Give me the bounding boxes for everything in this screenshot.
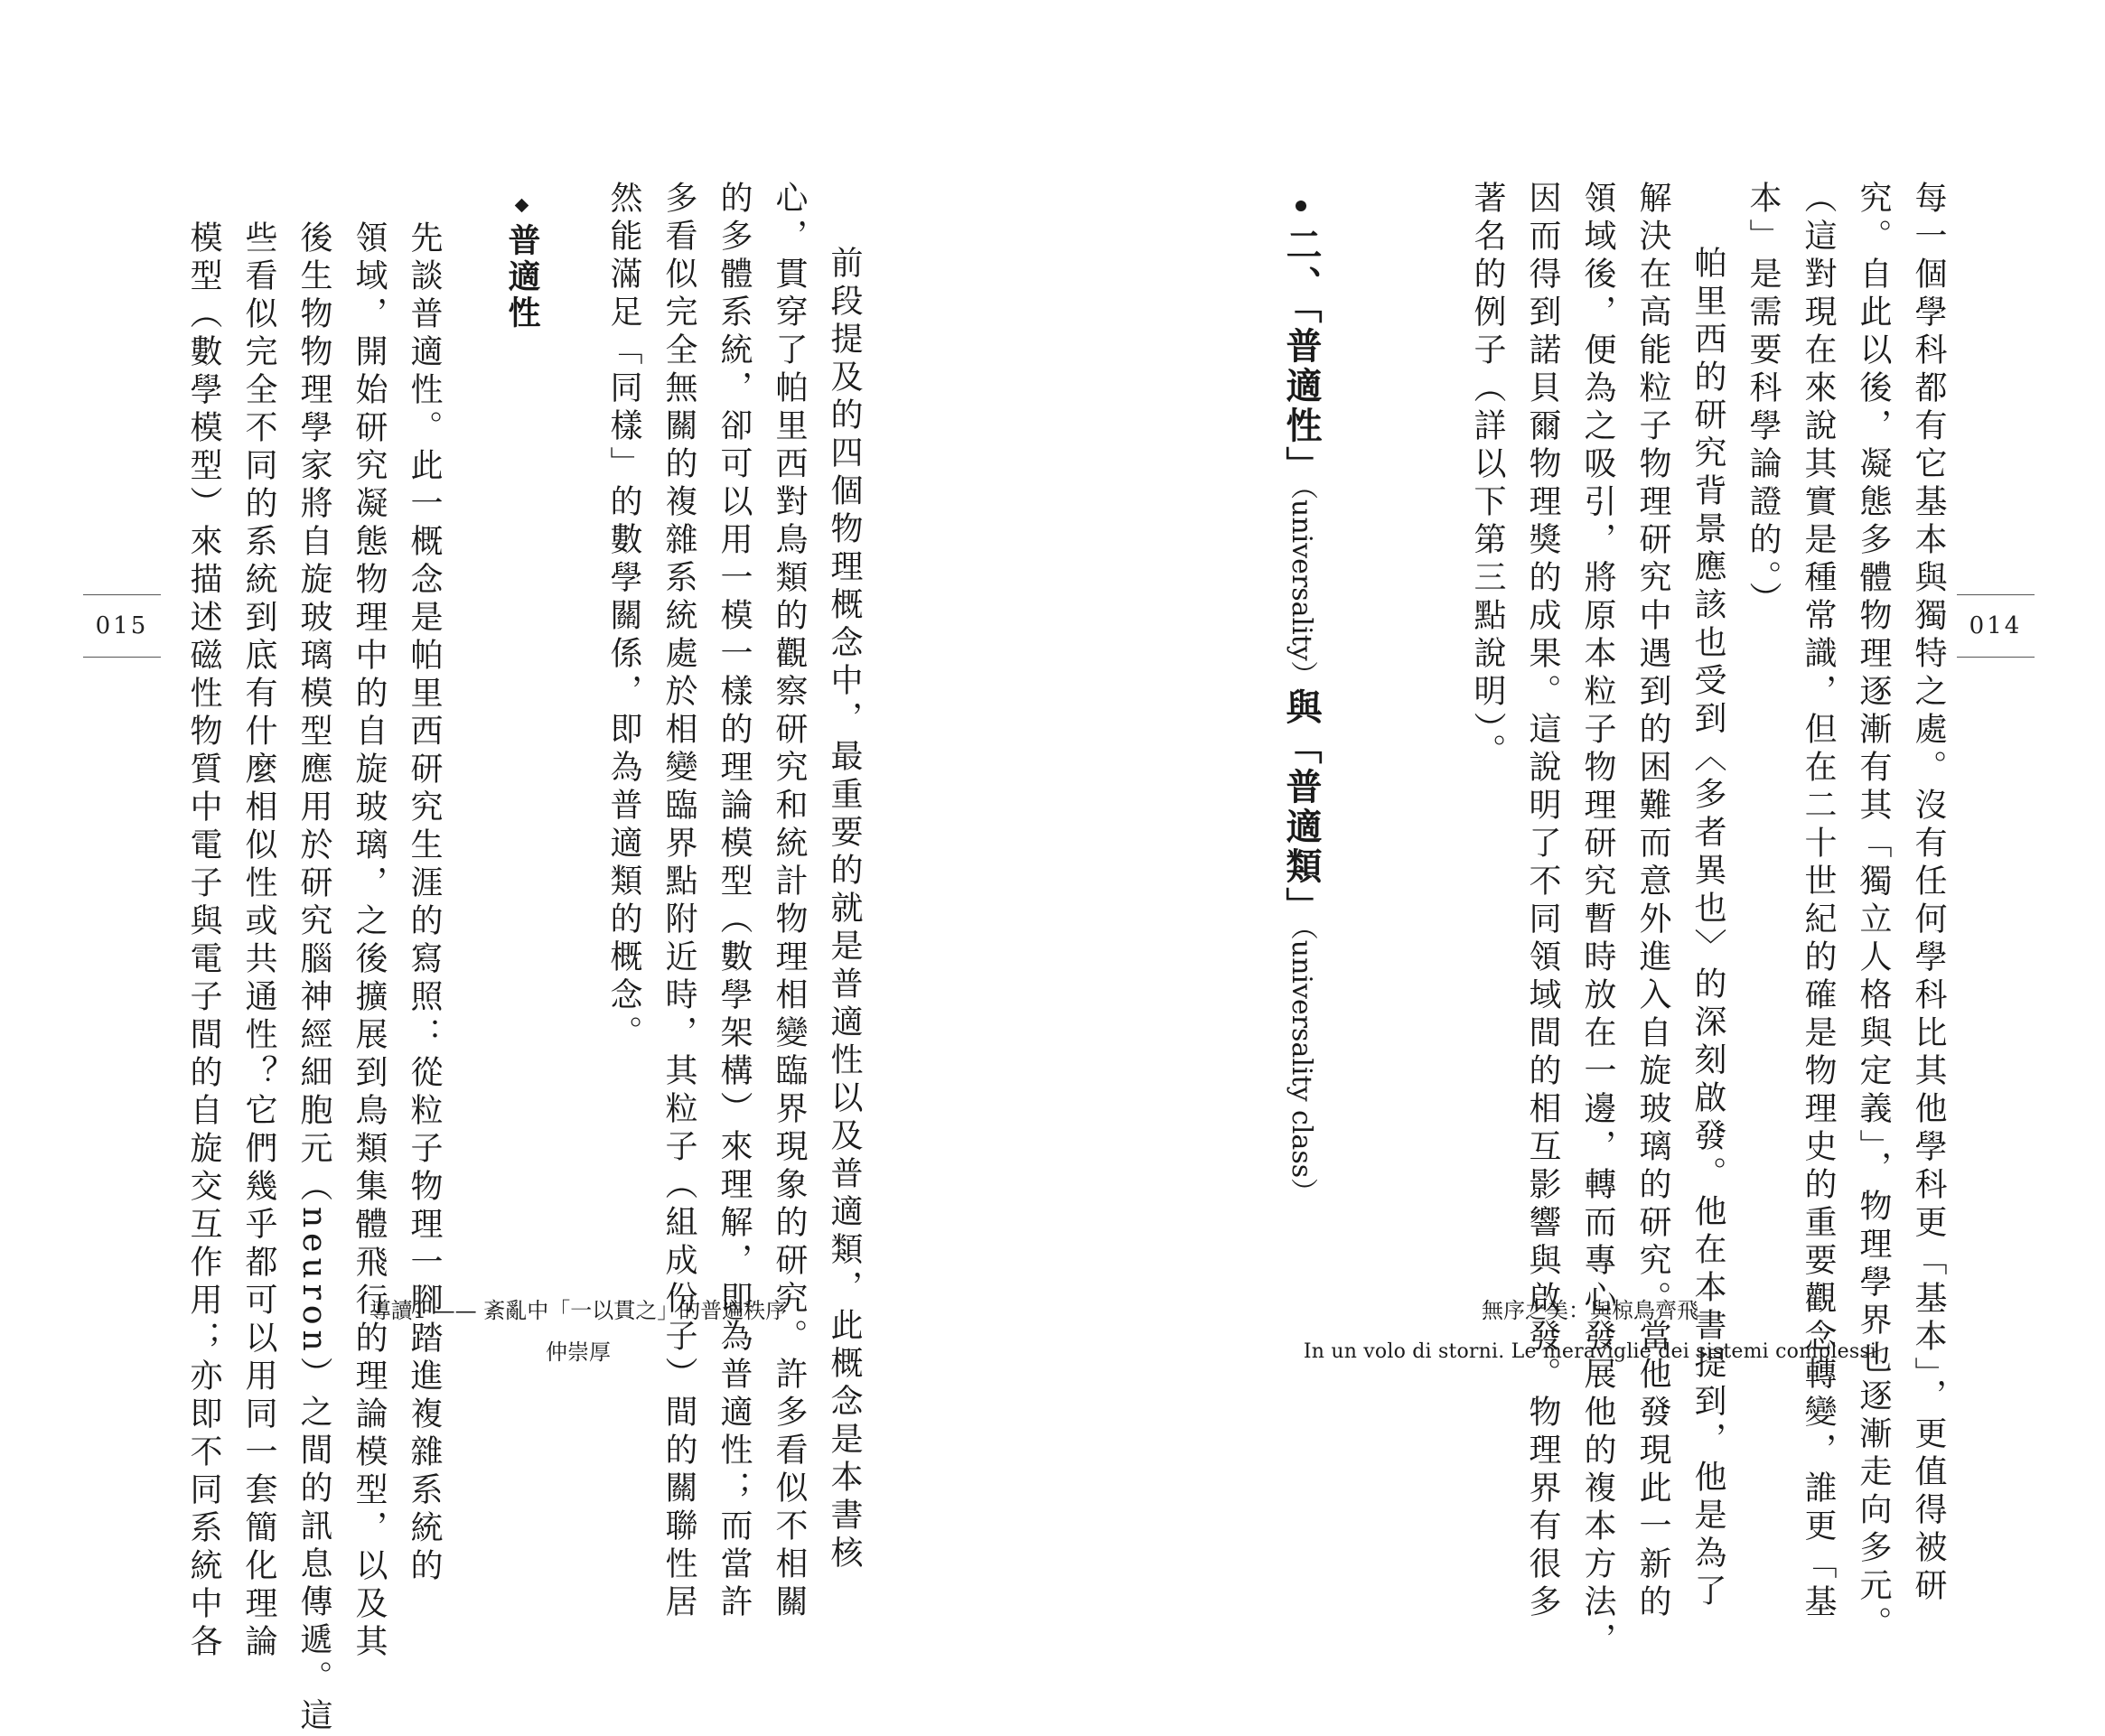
text-column: 帕里西的研究背景應該也受到〈多者異也〉的深刻啟發。他在本書提到，他是為了 [1689,246,1726,1611]
book-original-title: In un volo di storni. Le meraviglie dei sistemi complessi [1303,1340,1877,1363]
page-number-rule [83,594,161,595]
text-column: 然能滿足「同樣」的數學關係，即為普適類的概念。 [605,181,642,1053]
page-number-rule [83,657,161,658]
section-heading-universality-class [1278,201,1324,1205]
text-column: 領域，開始研究凝態物理中的自旋玻璃，之後擴展到鳥類集體飛行的理論模型，以及其 [351,220,388,1662]
left-page-body-text-2 [176,220,452,1736]
text-column: 心，貫穿了帕里西對鳥類的觀察研究和統計物理相變臨界現象的研究。許多看似不相關 [771,181,808,1622]
page-number-label: 014 [1969,612,2023,639]
text-column: 本」是需要科學論證的。） [1745,181,1782,620]
text-column: 究。自此以後，凝態多體物理逐漸有其「獨立人格與定義」，物理學界也逐漸走向多元。 [1855,181,1892,1644]
left-page-body-text [596,181,872,1622]
book-title: 無序之美：與椋鳥齊飛 [1482,1298,1698,1323]
diamond-bullet-icon [514,199,529,213]
text-column: 多看似完全無關的複雜系統處於相變臨界點附近時，其粒子（組成份子）間的關聯性居 [660,181,697,1622]
bullet-dot-icon [1296,201,1306,211]
chapter-title: 導讀1 —— 紊亂中「一以貫之」的普遍秩序 [369,1298,788,1323]
heading-latin-term: （universality） [1286,486,1317,688]
text-column: 後生物物理學家將自旋玻璃模型應用於研究腦神經細胞元（neuron）之間的訊息傳遞。這 [295,220,332,1736]
page-number-left [83,594,161,658]
page-number-right [1957,594,2035,658]
text-column: 的多體系統，卻可以用一模一樣的理論模型（數學架構）來理解，即為普適性；而當許 [716,181,753,1622]
page-number-rule [1957,594,2035,595]
page-number-rule [1957,657,2035,658]
text-column: 模型（數學模型）來描述磁性物質中電子與電子間的自旋交互作用；亦即不同系統中各 [185,220,222,1662]
heading-latin-term: （universality class） [1286,926,1317,1206]
running-footer-left [298,1290,858,1373]
heading-text: 二、「普適性」 [1280,226,1322,486]
text-column: 著名的例子（詳以下第三點說明）。 [1469,181,1506,771]
running-footer-right [1265,1290,1915,1373]
text-column: 因而得到諾貝爾物理獎的成果。這說明了不同領域間的相互影響與啟發。物理界有很多 [1524,181,1561,1622]
text-column: 先談普適性。此一概念是帕里西研究生涯的寫照：從粒子物理一腳踏進複雜系統的 [406,220,443,1586]
text-column: 每一個學科都有它基本與獨特之處。沒有任何學科比其他學科更「基本」，更值得被研 [1910,181,1947,1606]
text-column: 前段提及的四個物理概念中，最重要的就是普適性以及普適類，此概念是本書核 [826,246,863,1573]
text-column: （這對現在來說其實是種常識，但在二十世紀的確是物理史的重要觀念轉變，誰更「基 [1800,181,1837,1622]
page-number-label: 015 [95,612,149,639]
section-heading-universality [501,201,542,331]
chapter-author: 仲崇厚 [546,1339,611,1365]
text-column: 些看似完全不同的系統到底有什麼相似性或共通性？它們幾乎都可以用同一套簡化理論 [240,220,277,1662]
heading-text: 與「普適類」 [1280,687,1322,927]
text-column: 解決在高能粒子物理研究中遇到的困難而意外進入自旋玻璃的研究。當他發現此一新的 [1634,181,1671,1622]
text-column: 領域後，便為之吸引，將原本粒子物理研究暫時放在一邊，轉而專心發展他的複本方法， [1579,181,1616,1660]
heading-text: 普適性 [503,223,540,331]
